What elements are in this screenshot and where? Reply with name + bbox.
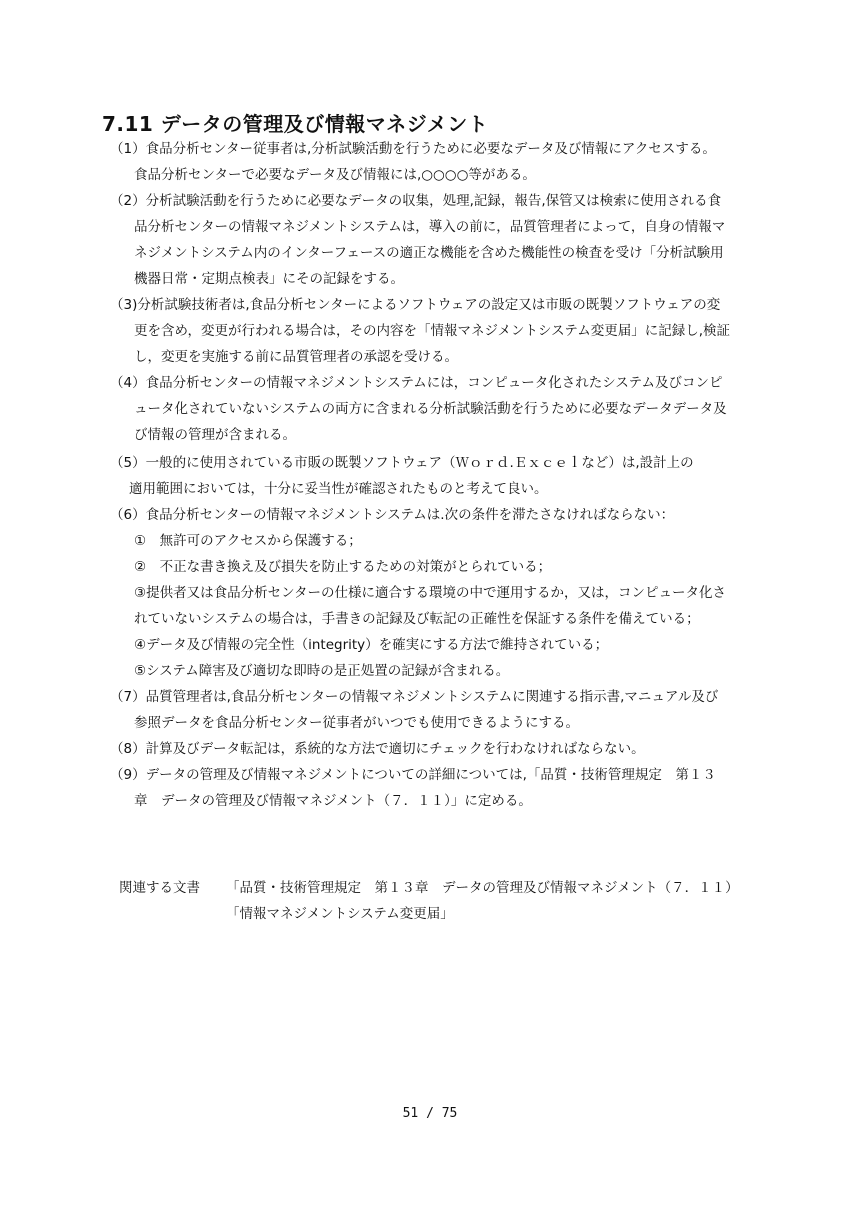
page-number: 51 / 75 [402, 1106, 458, 1121]
section-heading: 7.11 データの管理及び情報マネジメント [102, 112, 489, 136]
body-line: （1）食品分析センター従事者は,分析試験活動を行うために必要なデータ及び情報にアクセスする。 [110, 141, 716, 157]
body-line: （8）計算及びデータ転記は，系統的な方法で適切にチェックを行わなければならない。 [110, 741, 645, 757]
body-line: ュータ化されていないシステムの両方に含まれる分析試験活動を行うために必要なデータデータ及 [134, 401, 727, 417]
body-line: （9）データの管理及び情報マネジメントについての詳細については,「品質・技術管理規定 第１３ [110, 767, 716, 783]
body-line: （4）食品分析センターの情報マネジメントシステムには，コンピュータ化されたシステム及びコンピ [110, 375, 723, 391]
body-line: （5）一般的に使用されている市販の既製ソフトウェア（Ｗｏｒｄ.Ｅｘｃｅｌなど）は,設計上の [110, 455, 694, 471]
body-line: 更を含め，変更が行われる場合は，その内容を「情報マネジメントシステム変更届」に記録し,検証 [134, 323, 730, 339]
body-line: ① 無許可のアクセスから保護する； [134, 533, 362, 549]
body-line: 適用範囲においては，十分に妥当性が確認されたものと考えて良い。 [129, 481, 548, 497]
body-line: ④データ及び情報の完全性（integrity）を確実にする方法で維持されている； [134, 637, 609, 653]
related-document: 「品質・技術管理規定 第１３章 データの管理及び情報マネジメント（７．１１） [226, 880, 739, 896]
related-documents-label: 関連する文書 [119, 880, 200, 896]
body-line: 参照データを食品分析センター従事者がいつでも使用できるようにする。 [134, 715, 579, 731]
body-line: （7）品質管理者は,食品分析センターの情報マネジメントシステムに関連する指示書,マニュアル及び [110, 689, 719, 705]
body-line: （3)分析試験技術者は,食品分析センターによるソフトウェアの設定又は市販の既製ソフトウェアの変 [110, 297, 721, 313]
body-line: 品分析センターの情報マネジメントシステムは，導入の前に，品質管理者によって，自身の情報マ [134, 219, 726, 235]
body-line: ネジメントシステム内のインターフェースの適正な機能を含めた機能性の検査を受け「分析試験用 [134, 245, 724, 261]
body-line: （2）分析試験活動を行うために必要なデータの収集，処理,記録，報告,保管又は検索に使用される食 [110, 193, 722, 209]
related-document: 「情報マネジメントシステム変更届」 [226, 906, 454, 922]
body-line: び情報の管理が含まれる。 [134, 427, 296, 443]
body-line: れていないシステムの場合は，手書きの記録及び転記の正確性を保証する条件を備えている； [134, 611, 700, 627]
body-line: ② 不正な書き換え及び損失を防止するための対策がとられている； [134, 559, 552, 575]
body-line: 機器日常・定期点検表」にその記録をする。 [134, 271, 404, 287]
body-line: （6）食品分析センターの情報マネジメントシステムは.次の条件を滞たさなければならない： [110, 507, 675, 523]
body-line: ③提供者又は食品分析センターの仕様に適合する環境の中で運用するか，又は，コンピュータ化さ [134, 585, 727, 601]
body-line: 章 データの管理及び情報マネジメント（７．１１）」に定める。 [134, 793, 532, 809]
body-line: 食品分析センターで必要なデータ及び情報には,○○○○等がある。 [134, 167, 536, 183]
body-line: し，変更を実施する前に品質管理者の承認を受ける。 [134, 349, 458, 365]
body-line: ⑤システム障害及び適切な即時の是正処置の記録が含まれる。 [134, 663, 510, 679]
